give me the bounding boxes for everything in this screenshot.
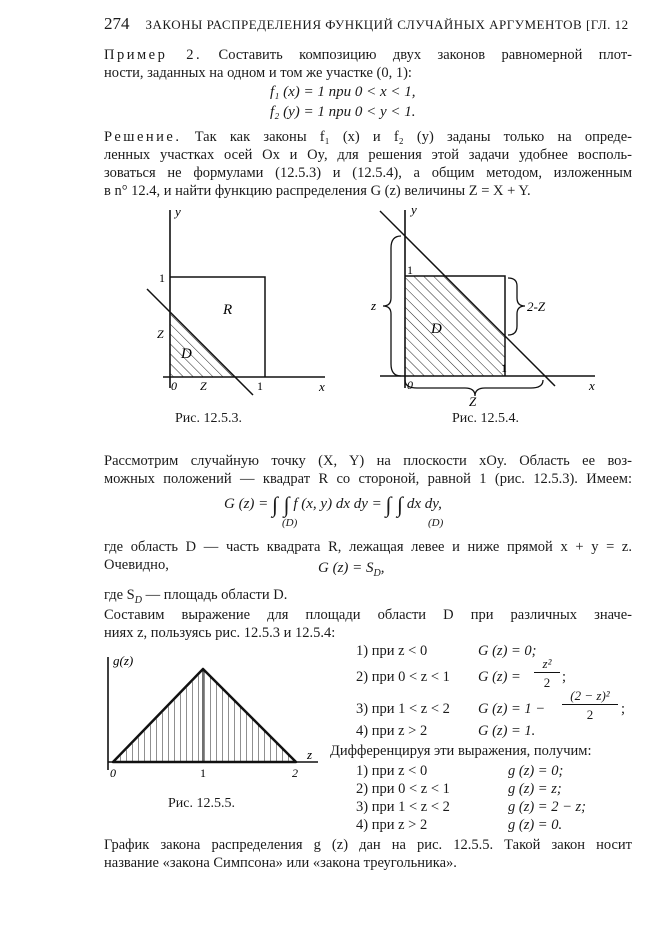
running-title: ЗАКОНЫ РАСПРЕДЕЛЕНИЯ ФУНКЦИЙ СЛУЧАЙНЫХ АРГУМЕНТОВ [ГЛ. 12 bbox=[145, 17, 629, 32]
fig2-label-one-x: 1 bbox=[501, 361, 507, 375]
example-line-2: ности, заданных на одном и том же участке (0, 1): bbox=[104, 65, 412, 81]
case-g-2-value: G (z) = bbox=[478, 669, 521, 685]
case-g-4-value: G (z) = 1. bbox=[478, 723, 536, 739]
case-gl-3-cond: 3) при 1 < z < 2 bbox=[356, 799, 450, 815]
case-g-4-cond: 4) при z > 2 bbox=[356, 723, 428, 739]
formula-f1: f₁ (x) = 1 при 0 < x < 1, bbox=[270, 84, 416, 100]
fig2-region-d bbox=[405, 276, 505, 376]
case-g-3-value: G (z) = 1 − bbox=[478, 701, 546, 717]
solution-line-1: Решение. Так как законы f₁ (x) и f₂ (y) заданы только на опреде- bbox=[104, 129, 633, 145]
fig1-label-z-x: Z bbox=[200, 379, 207, 393]
case-gl-4-value: g (z) = 0. bbox=[508, 817, 563, 833]
example-lead: Пример 2. bbox=[104, 47, 203, 63]
para3: где $S_D$ — площадь области D. bbox=[104, 587, 288, 606]
fig1-label-region-r: R bbox=[223, 302, 233, 318]
fig2-label-origin: 0 bbox=[407, 378, 413, 392]
fig3-label-two: 2 bbox=[292, 766, 298, 780]
case-gl-4-cond: 4) при z > 2 bbox=[356, 817, 428, 833]
fig2-caption: Рис. 12.5.4. bbox=[452, 411, 519, 426]
para4-line-2: ниях z, пользуясь рис. 12.5.3 и 12.5.4: bbox=[104, 625, 336, 641]
fig3-label-z: z bbox=[307, 747, 313, 762]
fig1-caption: Рис. 12.5.3. bbox=[175, 411, 242, 426]
para1-line-1: Рассмотрим случайную точку (X, Y) на плоскости xOy. Область ее воз- bbox=[104, 453, 632, 469]
solution-line-3: зоваться не формулами (12.5.3) и (12.5.4), а общим методом, изложенным bbox=[104, 165, 632, 181]
integral-domain-2: (D) bbox=[428, 517, 444, 529]
solution-lead: Решение. bbox=[104, 129, 182, 145]
fig2-label-one-y: 1 bbox=[407, 263, 413, 277]
figure-12-5-5 bbox=[96, 655, 326, 785]
book-page: 274 ЗАКОНЫ РАСПРЕДЕЛЕНИЯ ФУНКЦИЙ СЛУЧАЙНЫХ АРГУМЕНТОВ [ГЛ. 12 Пример 2. Составить композицию двух законов равномерной плот- ности, заданных на одном и том же участке (0, 1): f₁ (x) = 1 при 0 < x < 1, f₂ (y) = 1 при 0 < y < 1. Решение. Так как законы f₁ (x) и f₂ (y) заданы только на опреде- ленных участках осей Ox и Oy, для решения этой задачи удобнее восполь- зоваться не формулами (12.5.3) и (12.5.4), а общим методом, изложенным в n° 12.4, и найти функцию распределения G (z) величины Z = X + Y. y x 1 Z R D 0 Z 1 Рис. 12.5.3. y x 1 z 2-Z D 0 1 Z Рис. 12.5.4. Рассмотрим случайную точку (X, Y) на плоскости xOy. Область ее воз- можных положений — квадрат R со стороной, равной 1 (рис. 12.5.3). Имеем: G (z) = ∫ ∫ f (x, y) dx dy = ∫ ∫ dx dy, (D) (D) где область D — часть квадрата R, лежащая левее и ниже прямой x + y = z. Очевидно, G $(z) = S_D$, где $S_D$ — площадь области D. Составим выражение для площади области D при различных значе- ниях z, пользуясь рис. 12.5.3 и 12.5.4: g(z) z 0 1 2 Рис. 12.5.5. 1) при z < 0 G (z) = 0; 2) при 0 < z < 1 G (z) = z² 2 ; 3) при 1 < z < 2 G (z) = 1 − (2 − z)² 2 ; 4) при z > 2 G (z) = 1. Дифференцируя эти выражения, получим: 1) при z < 0 g (z) = 0; 2) при 0 < z < 1 g (z) = z; 3) при 1 < z < 2 g (z) = 2 − z; 4) при z > 2 g (z) = 0. График закона распределения g (z) дан на рис. 12.5.5. Такой закон носит название «закона Симпсона» или «закона треугольника». bbox=[0, 0, 660, 950]
case-g-1-cond: 1) при z < 0 bbox=[356, 643, 428, 659]
fig1-label-one-y: 1 bbox=[159, 271, 165, 285]
fig1-label-z-y: Z bbox=[157, 327, 164, 341]
fig3-triangle bbox=[113, 669, 296, 762]
case-g-3-cond: 3) при 1 < z < 2 bbox=[356, 701, 450, 717]
fig2-brace-z-left bbox=[383, 236, 401, 376]
figure-12-5-4 bbox=[355, 198, 605, 408]
page-number: 274 bbox=[104, 14, 130, 33]
fig2-label-x: x bbox=[589, 378, 595, 393]
case-g-3-num: (2 − z)² bbox=[562, 688, 618, 705]
fig1-label-origin: 0 bbox=[171, 379, 177, 393]
case-gl-1-cond: 1) при z < 0 bbox=[356, 763, 428, 779]
eq-g-integral: G (z) = ∫ ∫ f (x, y) dx dy = ∫ ∫ dx dy, bbox=[224, 492, 442, 517]
case-g-2-den: 2 bbox=[543, 675, 551, 690]
para2-line-1: где область D — часть квадрата R, лежащая левее и ниже прямой x + y = z. bbox=[104, 539, 632, 555]
case-gl-2-value: g (z) = z; bbox=[508, 781, 562, 797]
fig2-label-z-bottom: Z bbox=[469, 394, 477, 408]
eq-g-equals-s: G $(z) = S_D$, bbox=[318, 560, 385, 579]
fig1-label-x: x bbox=[319, 379, 325, 394]
para4-line-1: Составим выражение для площади области D при различных значе- bbox=[104, 607, 632, 623]
para1-line-2: можных положений — квадрат R со стороной, равной 1 (рис. 12.5.3). Имеем: bbox=[104, 471, 632, 487]
solution-line-2: ленных участках осей Ox и Oy, для решения этой задачи удобнее восполь- bbox=[104, 147, 632, 163]
fig2-label-two-minus-z: 2-Z bbox=[527, 299, 546, 314]
integral-domain-1: (D) bbox=[282, 517, 298, 529]
running-header bbox=[104, 14, 634, 34]
case-gl-1-value: g (z) = 0; bbox=[508, 763, 564, 779]
fig2-label-y: y bbox=[411, 202, 417, 217]
final-line-2: название «закона Симпсона» или «закона треугольника». bbox=[104, 855, 457, 871]
case-g-1-value: G (z) = 0; bbox=[478, 643, 537, 659]
differentiate-text: Дифференцируя эти выражения, получим: bbox=[330, 743, 592, 759]
final-line-1: График закона распределения g (z) дан на рис. 12.5.5. Такой закон носит bbox=[104, 837, 632, 853]
case-g-2-num: z² bbox=[534, 656, 560, 673]
fig3-label-one: 1 bbox=[200, 766, 206, 780]
fig2-label-z-left: z bbox=[371, 298, 377, 313]
figure-12-5-3 bbox=[125, 200, 335, 400]
fig1-label-y: y bbox=[175, 204, 181, 219]
para2-line-2: Очевидно, bbox=[104, 557, 169, 573]
case-gl-2-cond: 2) при 0 < z < 1 bbox=[356, 781, 450, 797]
solution-line-4: в n° 12.4, и найти функцию распределения G (z) величины Z = X + Y. bbox=[104, 183, 531, 199]
example-line-1: Пример 2. Составить композицию двух законов равномерной плот- bbox=[104, 47, 632, 63]
fig3-label-origin: 0 bbox=[110, 766, 116, 780]
integral-sign-1: ∫ ∫ bbox=[272, 492, 290, 517]
fig3-label-gz: g(z) bbox=[113, 655, 134, 668]
fig3-caption: Рис. 12.5.5. bbox=[168, 796, 235, 811]
fig1-label-region-d: D bbox=[181, 346, 192, 362]
fig2-label-region-d: D bbox=[431, 321, 442, 337]
case-gl-3-value: g (z) = 2 − z; bbox=[508, 799, 586, 815]
case-g-3-den: 2 bbox=[586, 707, 594, 722]
case-g-2-cond: 2) при 0 < z < 1 bbox=[356, 669, 450, 685]
integral-sign-2: ∫ ∫ bbox=[385, 492, 404, 517]
fig2-brace-two-minus-z bbox=[508, 278, 525, 335]
formula-f2: f₂ (y) = 1 при 0 < y < 1. bbox=[270, 104, 416, 120]
fig1-label-one-x: 1 bbox=[257, 379, 263, 393]
